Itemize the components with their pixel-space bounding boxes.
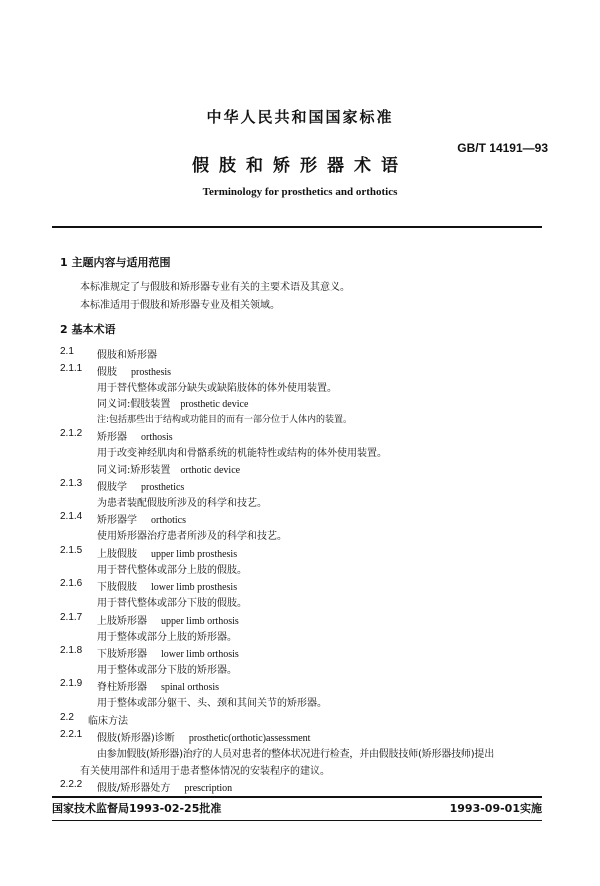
document-title-english: Terminology for prosthetics and orthotics bbox=[202, 186, 398, 198]
term-number: 2.1.5 bbox=[60, 545, 83, 556]
term-description: 用于改变神经肌肉和骨骼系统的机能特性或结构的体外使用装置。 bbox=[97, 448, 387, 459]
term-number: 2.1.2 bbox=[60, 428, 83, 439]
section-2-heading: 2 基本术语 bbox=[60, 323, 116, 336]
implementation-date: 1993-09-01实施 bbox=[449, 802, 542, 815]
standard-code: GB/T 14191—93 bbox=[457, 141, 548, 155]
term-number: 2.1.9 bbox=[60, 678, 83, 689]
term-entry: 上肢矫形器 upper limb orthosis bbox=[97, 616, 239, 627]
term-number: 2.2.2 bbox=[60, 779, 83, 790]
subsection-2-2-number: 2.2 bbox=[60, 712, 74, 723]
term-entry: 假肢 prosthesis bbox=[97, 367, 171, 378]
term-description: 用于整体或部分上肢的矫形器。 bbox=[97, 632, 237, 643]
subsection-2-1-number: 2.1 bbox=[60, 346, 74, 357]
term-description: 使用矫形器治疗患者所涉及的科学和技艺。 bbox=[97, 531, 287, 542]
subsection-2-2-label: 临床方法 bbox=[88, 716, 128, 727]
approval-date: 国家技术监督局1993-02-25批准 bbox=[52, 802, 222, 815]
term-description: 为患者装配假肢所涉及的科学和技艺。 bbox=[97, 498, 267, 509]
term-number: 2.2.1 bbox=[60, 729, 83, 740]
term-entry: 假肢/矫形器处方 prescription bbox=[97, 783, 233, 794]
national-standard-title: 中华人民共和国国家标准 bbox=[206, 108, 394, 126]
term-number: 2.1.4 bbox=[60, 511, 83, 522]
term-description: 用于替代整体或部分缺失或缺陷肢体的体外使用装置。 bbox=[97, 383, 337, 394]
term-entry: 矫形器学 orthotics bbox=[97, 515, 186, 526]
term-description: 用于替代整体或部分下肢的假肢。 bbox=[97, 598, 247, 609]
term-description: 用于替代整体或部分上肢的假肢。 bbox=[97, 565, 247, 576]
term-entry: 脊柱矫形器 spinal orthosis bbox=[97, 682, 220, 693]
footer-divider bbox=[52, 796, 542, 798]
term-number: 2.1.1 bbox=[60, 363, 83, 374]
term-number: 2.1.7 bbox=[60, 612, 83, 623]
term-entry: 下肢假肢 lower limb prosthesis bbox=[97, 582, 238, 593]
section-1-heading: 1 主题内容与适用范围 bbox=[60, 256, 171, 269]
section-1-para-2: 本标准适用于假肢和矫形器专业及相关领域。 bbox=[80, 300, 280, 311]
subsection-2-1-label: 假肢和矫形器 bbox=[97, 350, 157, 361]
term-note: 注:包括那些出于结构或功能目的而有一部分位于人体内的装置。 bbox=[97, 415, 353, 425]
term-entry: 下肢矫形器 lower limb orthosis bbox=[97, 649, 239, 660]
term-entry: 矫形器 orthosis bbox=[97, 432, 173, 443]
term-description: 用于整体或部分躯干、头、颈和其间关节的矫形器。 bbox=[97, 698, 327, 709]
term-description-continued: 有关使用部件和适用于患者整体情况的安装程序的建议。 bbox=[80, 766, 330, 777]
term-description: 由参加假肢(矫形器)治疗的人员对患者的整体状况进行检查，并由假肢技师(矫形器技师)提出 bbox=[97, 749, 495, 760]
footer-bottom-divider bbox=[52, 820, 542, 821]
document-title: 假肢和矫形器术语 bbox=[192, 156, 408, 176]
term-entry: 假肢学 prosthetics bbox=[97, 482, 185, 493]
header-divider bbox=[52, 226, 542, 228]
term-number: 2.1.3 bbox=[60, 478, 83, 489]
term-entry: 假肢(矫形器)诊断 prosthetic(orthotic)assessment bbox=[97, 733, 311, 744]
section-1-para-1: 本标准规定了与假肢和矫形器专业有关的主要术语及其意义。 bbox=[80, 282, 350, 293]
term-description: 用于整体或部分下肢的矫形器。 bbox=[97, 665, 237, 676]
term-number: 2.1.6 bbox=[60, 578, 83, 589]
term-synonym: 同义词:假肢装置 prosthetic device bbox=[97, 399, 249, 410]
term-number: 2.1.8 bbox=[60, 645, 83, 656]
term-entry: 上肢假肢 upper limb prosthesis bbox=[97, 549, 238, 560]
term-synonym: 同义词:矫形装置 orthotic device bbox=[97, 465, 241, 476]
